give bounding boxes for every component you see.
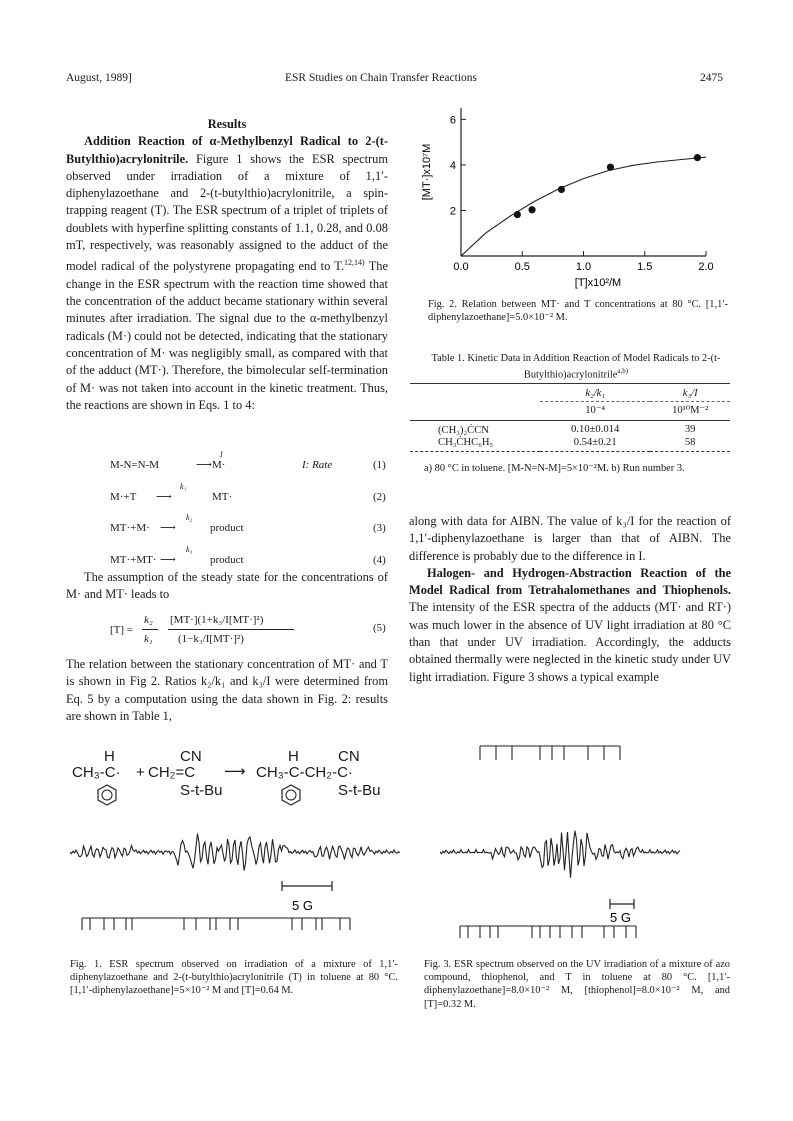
atom-label: CN bbox=[180, 748, 202, 765]
paragraph-halogen bbox=[409, 565, 731, 686]
eq5-numerator: [MT·](1+k₃/I[MT·]²) bbox=[170, 614, 264, 626]
eq-number: (5) bbox=[373, 622, 386, 634]
fig3-esr-spectrum bbox=[440, 740, 700, 950]
table-header-row bbox=[410, 384, 730, 402]
paragraph-text: along with data for AIBN. The value of k₃/I for the reaction of 1,1′-diphenylazoethane is larger than that of AIBN. The difference is probably due to the difference in I. bbox=[409, 514, 731, 563]
right-column bbox=[409, 513, 731, 686]
data-point bbox=[514, 211, 521, 218]
x-tick-label: 2.0 bbox=[698, 261, 714, 273]
eq-number: (1) bbox=[373, 459, 386, 471]
y-tick-label: 4 bbox=[449, 159, 456, 172]
header-left: August, 1989] bbox=[66, 72, 132, 84]
paragraph-text: The intensity of the ESR spectra of the adducts (MT· and RT·) was much lower in the absence of UV light irradiation at 80 °C than that under UV irradiation. Accordingly, the adducts obtained thermally were neglected in the kinetic study under UV light irradiation. Figure 3 shows a typical example bbox=[409, 600, 731, 684]
table-cell: (CH₃)₂ĊCN bbox=[438, 424, 489, 436]
product-radical: CH₃-C-CH₂-C· bbox=[256, 764, 353, 781]
eq5-lhs: [T] = bbox=[110, 624, 133, 636]
eq5-coef-numerator: k₂ bbox=[144, 614, 153, 626]
x-tick-label: 1.0 bbox=[575, 261, 592, 273]
eq-lhs: MT·+M· bbox=[110, 522, 150, 534]
eq-arrow: ⟶ bbox=[196, 459, 212, 471]
table-row bbox=[410, 436, 730, 452]
y-tick-label: 2 bbox=[449, 205, 456, 218]
eq-rate-label: I bbox=[220, 450, 223, 459]
eq-number: (3) bbox=[373, 522, 386, 534]
x-tick-label: 0.0 bbox=[453, 261, 469, 273]
eq-rate-label: k₃ bbox=[186, 545, 193, 554]
table-header-cell bbox=[410, 402, 540, 421]
paragraph-text: The assumption of the steady state for the concentrations of M· and MT· leads to bbox=[66, 570, 388, 602]
paragraph-text: The change in the ESR spectrum with the reaction time showed that the concentration of the adduct became stationary within several minutes after irradiation. The signal due to the α-methylbenzyl radicals (M·) could not be detected, indicating that the stationary concentration of M· was negligibly small, as compared with that of the adduct (MT·). Therefore, the bimolecular self-termination of M· was not taken into account in the kinetic treatment. Thus, the reactions are shown in Eqs. 1 to 4: bbox=[66, 259, 388, 412]
atom-label: H bbox=[288, 748, 299, 765]
eq5-coef-denominator: k₁ bbox=[144, 633, 153, 645]
eq-number: (4) bbox=[373, 554, 386, 566]
fit-curve bbox=[461, 157, 706, 256]
eq-arrow: ⟶ bbox=[160, 522, 176, 534]
table-cell: CH₃ĊHC₆H₅ bbox=[438, 437, 494, 448]
left-column bbox=[66, 116, 388, 414]
splitting-diagram-bottom bbox=[460, 926, 636, 938]
eq-lhs: MT·+MT· bbox=[110, 554, 157, 566]
eq-lhs: M-N=N-M bbox=[110, 459, 159, 471]
eq5-denominator: (1−k₃/I[MT·]²) bbox=[178, 633, 244, 645]
table-cell: 39 bbox=[684, 424, 696, 435]
table-header-cell bbox=[410, 384, 540, 402]
table1-title bbox=[430, 352, 722, 382]
header-title: ESR Studies on Chain Transfer Reactions bbox=[285, 72, 477, 84]
equation-4 bbox=[110, 545, 390, 570]
eq-note: I: Rate bbox=[302, 459, 333, 471]
subsection-title: Addition Reaction of α-Methylbenzyl Radical to 2-(t-Butylthio)acrylonitrile. bbox=[66, 134, 388, 166]
fig2-caption: Fig. 2. Relation between MT· and T concentrations at 80 °C. [1,1′-diphenylazoethane]=5.0×10⁻² M. bbox=[428, 299, 728, 324]
subsection-title: Halogen- and Hydrogen-Abstraction Reaction of the Model Radical from Tetrahalomethanes and Thiophenols. bbox=[409, 565, 731, 598]
eq-rhs: product bbox=[210, 554, 244, 566]
paragraph-results bbox=[66, 133, 388, 414]
eq-rate-label: k₁ bbox=[180, 482, 187, 491]
table1-title-text: Table 1. Kinetic Data in Addition Reaction of Model Radicals to 2-(t-Butylthio)acrylonitrile bbox=[431, 353, 721, 381]
table-header-cell: k₂/k₁ bbox=[585, 388, 606, 399]
scale-label: 5 G bbox=[610, 910, 631, 925]
substituent-label: S-t-Bu bbox=[338, 782, 381, 799]
x-tick-label: 0.5 bbox=[514, 261, 530, 273]
table-header-cell: 10¹⁰M⁻² bbox=[650, 402, 730, 421]
spectrum-trace bbox=[70, 834, 400, 871]
splitting-diagram bbox=[82, 918, 350, 930]
fig1-esr-spectrum bbox=[70, 810, 400, 960]
table1-title-notes: a,b) bbox=[617, 367, 629, 376]
section-title: Results bbox=[207, 117, 247, 131]
table-header-cell: 10⁻⁴ bbox=[540, 402, 650, 421]
reaction-arrow: ⟶ bbox=[224, 763, 246, 780]
scale-label: 5 G bbox=[292, 898, 313, 913]
equation-3 bbox=[110, 513, 390, 538]
page-number: 2475 bbox=[700, 72, 723, 84]
atom-label: H bbox=[104, 748, 115, 765]
paragraph-text: Figure 1 shows the ESR spectrum observed under irradiation of a mixture of 1,1′-diphenylazoethane and 2-(t-butylthio)acrylonitrile, a spin-trapping reagent (T). The ESR spectrum of a triplet of triplets of doublets with hyperfine splitting constants of 1.1, 0.28, and 0.08 mT, respectively, was reasonably assigned to the adduct of the model radical of the polystyrene propagating end to T. bbox=[66, 151, 388, 274]
eq-arrow: ⟶ bbox=[160, 554, 176, 566]
table-unit-row bbox=[410, 402, 730, 421]
x-tick-label: 1.5 bbox=[637, 261, 653, 273]
data-point bbox=[694, 154, 701, 161]
atom-label: CN bbox=[338, 748, 360, 765]
equation-2 bbox=[110, 482, 390, 507]
y-axis-label: [MT·]x10⁷M bbox=[421, 143, 433, 201]
phenyl-ring bbox=[280, 784, 302, 806]
table-header-cell: k₃/I bbox=[682, 388, 698, 399]
fig2-chart bbox=[420, 100, 720, 290]
table-row bbox=[410, 421, 730, 437]
eq-arrow: ⟶ bbox=[156, 491, 172, 503]
table-cell: 0.54±0.21 bbox=[573, 437, 617, 448]
reactant-radical: CH₃-C· bbox=[72, 764, 121, 781]
table-cell: 58 bbox=[684, 437, 696, 448]
eq-rhs: MT· bbox=[212, 491, 233, 503]
substituent-label: S-t-Bu bbox=[180, 782, 223, 799]
eq-rhs: product bbox=[210, 522, 244, 534]
table-cell: 0.10±0.014 bbox=[571, 424, 620, 435]
paragraph-relation bbox=[66, 656, 388, 725]
citation: 12,14) bbox=[344, 258, 365, 268]
paragraph-steady-state bbox=[66, 569, 388, 604]
spectrum-trace bbox=[440, 831, 680, 878]
eq-number: (2) bbox=[373, 491, 386, 503]
fig1-scheme bbox=[70, 748, 400, 810]
x-axis-label: [T]x10²/M bbox=[574, 277, 622, 289]
table1 bbox=[410, 383, 730, 452]
eq-lhs: M·+T bbox=[110, 491, 137, 503]
equation-5 bbox=[110, 612, 390, 652]
eq-rate-label: k₂ bbox=[186, 513, 193, 522]
fraction-bar bbox=[168, 629, 294, 630]
reactant-monomer: CH₂=C bbox=[148, 764, 196, 781]
y-tick-label: 6 bbox=[449, 114, 456, 127]
fig3-caption: Fig. 3. ESR spectrum observed on the UV irradiation of a mixture of azo compound, thiophenol, and T in toluene at 80 °C. [1,1′-diphenylazoethane]=8.0×10⁻² M, [thiophenol]=8.0×10⁻² M, and [T]=0.32 M. bbox=[424, 959, 730, 1010]
table1-footnote: a) 80 °C in toluene. [M-N=N-M]=5×10⁻²M. b) Run number 3. bbox=[424, 463, 685, 474]
splitting-diagram-top bbox=[480, 746, 620, 760]
phenyl-ring bbox=[96, 784, 118, 806]
data-point bbox=[558, 186, 565, 193]
paragraph-text: The relation between the stationary concentration of MT· and T is shown in Fig 2. Ratios k₂/k₁ and k₃/I were determined from Eq. 5 by a computation using the data shown in Fig. 2: results are shown in Table 1, bbox=[66, 657, 388, 723]
equation-1 bbox=[110, 450, 390, 475]
data-point bbox=[528, 206, 535, 213]
plus-sign: + bbox=[136, 764, 145, 781]
data-point bbox=[607, 164, 614, 171]
fraction-bar bbox=[142, 629, 158, 630]
fig1-caption: Fig. 1. ESR spectrum observed on irradiation of a mixture of 1,1′-diphenylazoethane and 2-(t-butylthio)acrylonitrile (T) in toluene at 80 °C. [1,1′-diphenylazoethane]=5×10⁻² M and [T]=0.64 M. bbox=[70, 959, 398, 997]
eq-rhs: M· bbox=[212, 459, 226, 471]
